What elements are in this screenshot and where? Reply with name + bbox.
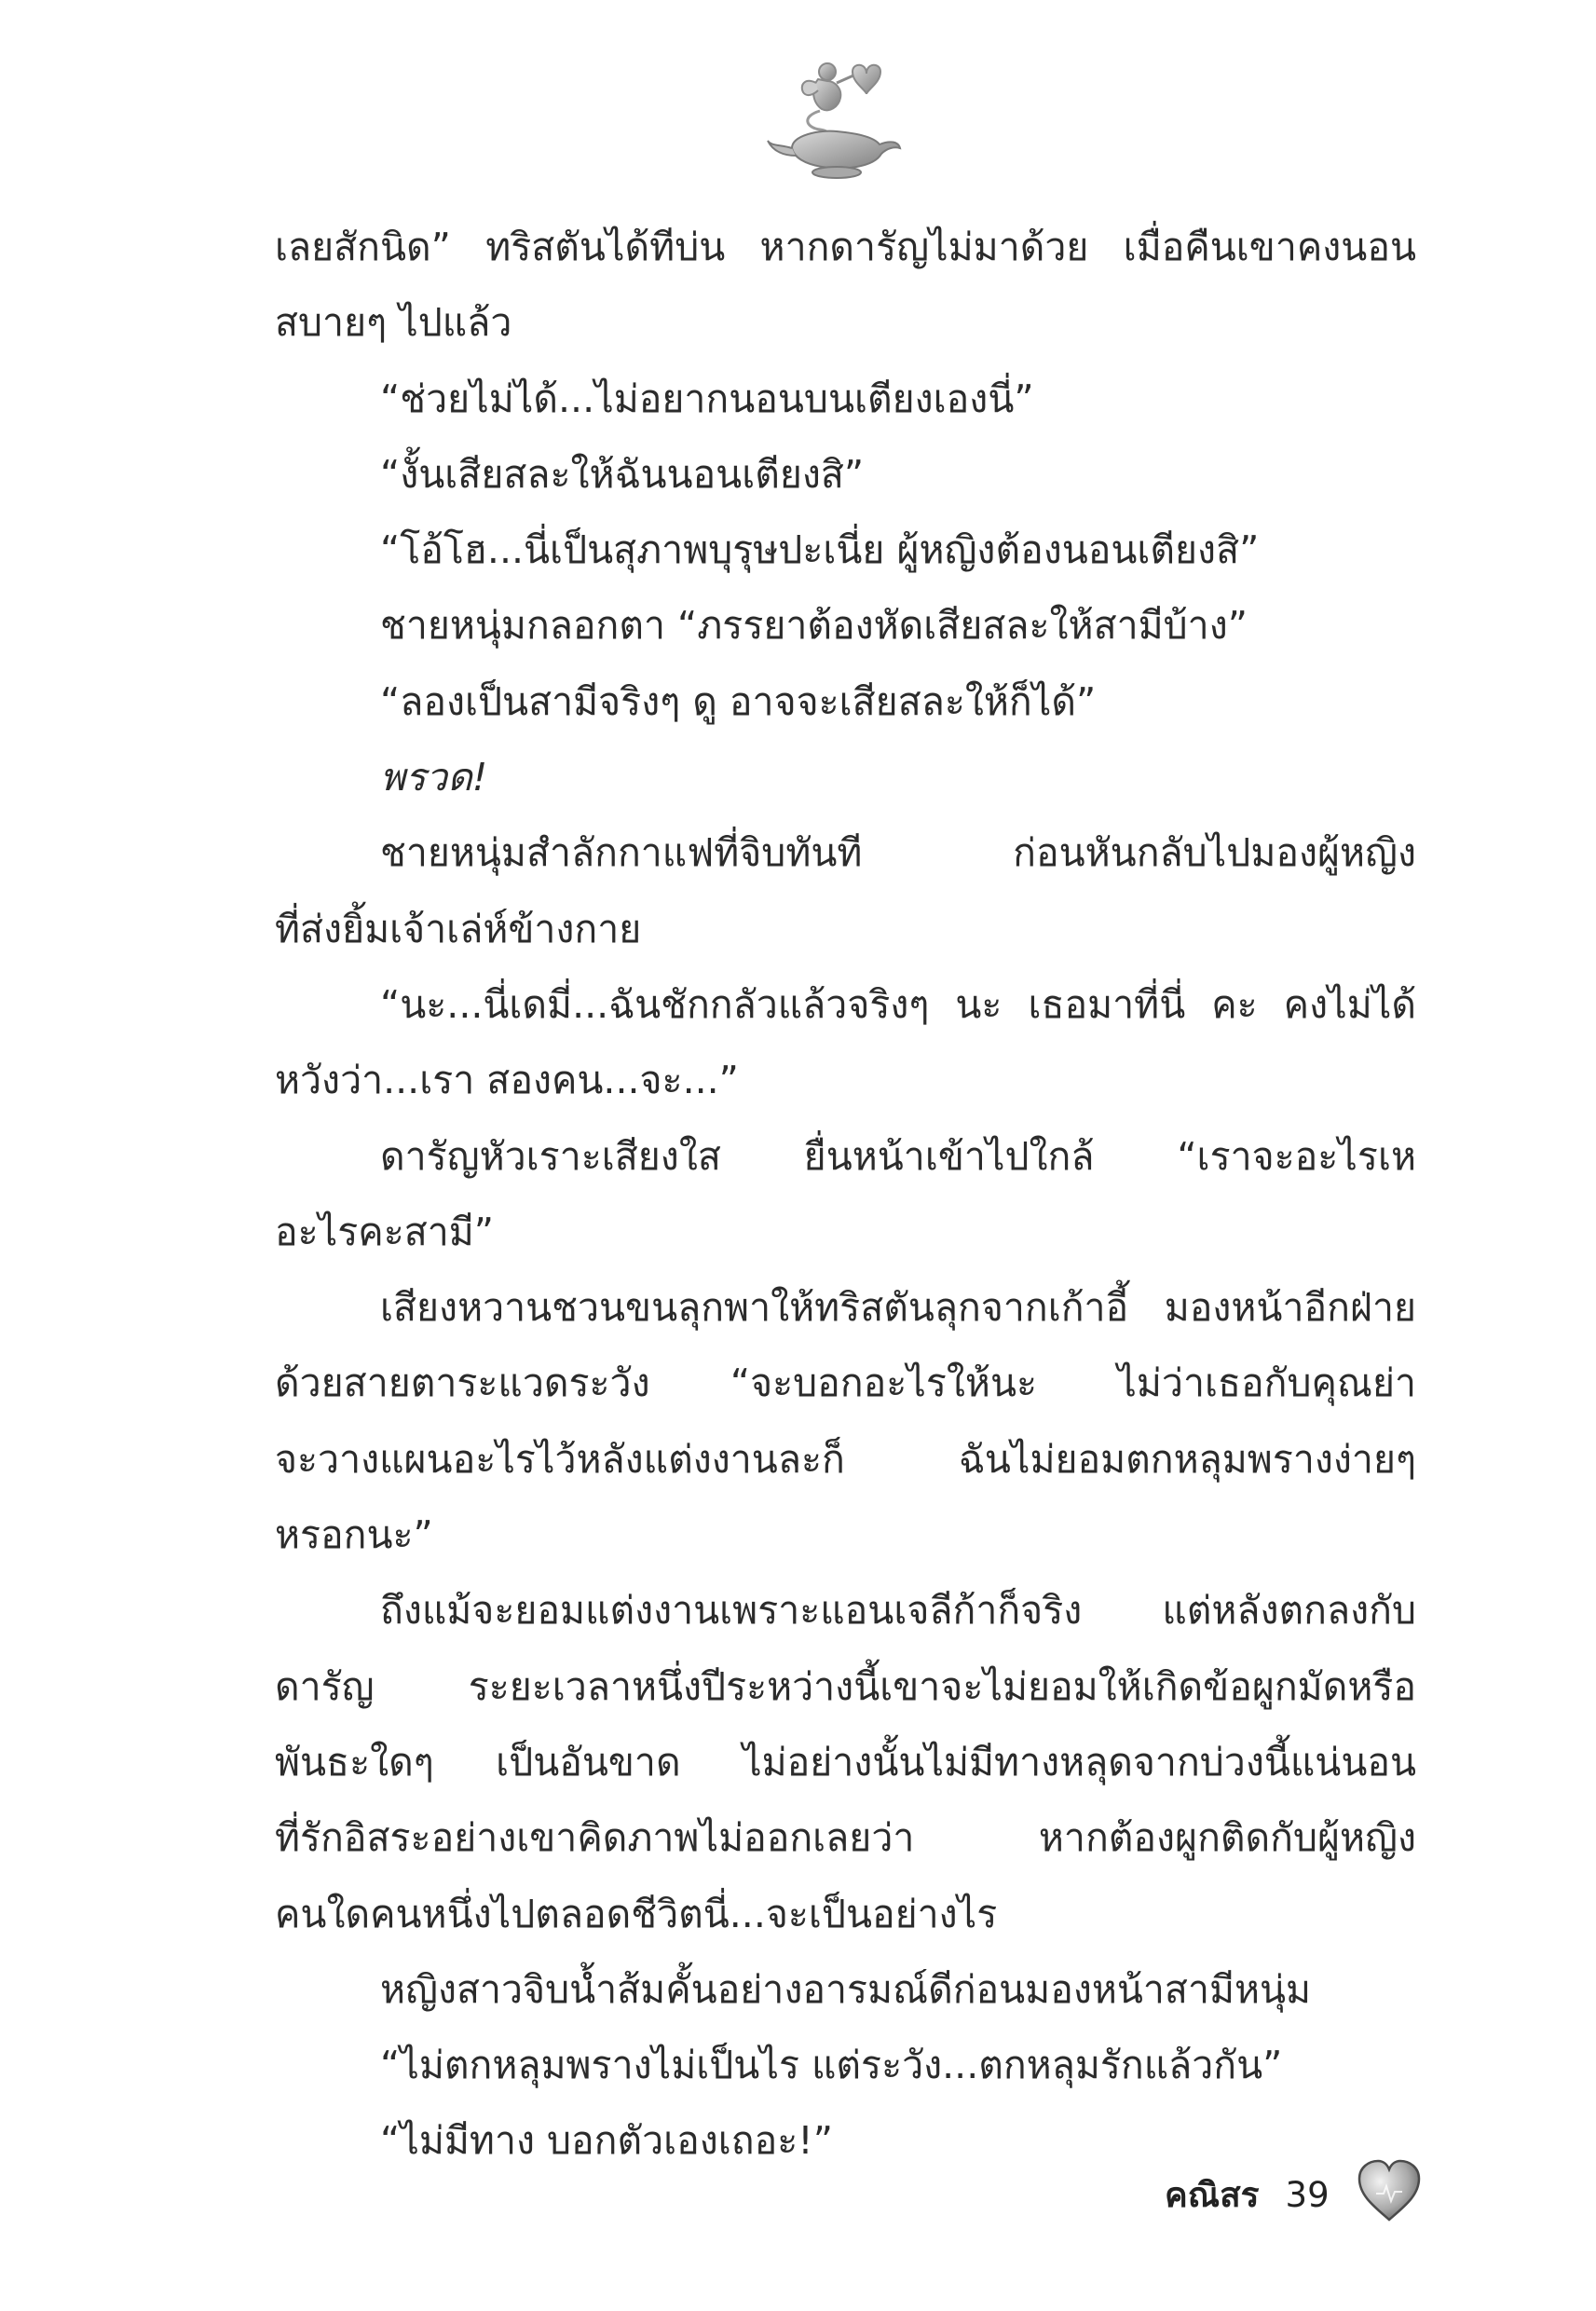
text-line: ที่ส่งยิ้มเจ้าเล่ห์ข้างกาย — [275, 906, 642, 951]
heart-icon — [1356, 2158, 1423, 2223]
text-line: คนใดคนหนึ่งไปตลอดชีวิตนี่...จะเป็นอย่างไร — [275, 1891, 998, 1936]
text-line: “ลองเป็นสามีจริงๆ ดู อาจจะเสียสละให้ก็ได้” — [380, 678, 1097, 724]
text-line: พรวด! — [380, 755, 488, 800]
text-line: “นะ...นี่เดมี่...ฉันชักกลัวแล้วจริงๆ นะ เธอมาที่นี่ คะ คงไม่ได้ — [380, 981, 1416, 1027]
text-line: “ช่วยไม่ได้...ไม่อยากนอนบนเตียงเองนี่” — [380, 376, 1034, 421]
text-line: “โอ้โฮ...นี่เป็นสุภาพบุรุษปะเนี่ย ผู้หญิงต้องนอนเตียงสิ” — [380, 527, 1260, 573]
text-line: สบายๆ ไปแล้ว — [275, 300, 512, 346]
text-line: “งั้นเสียสละให้ฉันนอนเตียงสิ” — [380, 451, 865, 497]
body-text — [275, 210, 1416, 2180]
genie-lamp-with-cupid-icon — [764, 51, 904, 182]
text-line: ถึงแม้จะยอมแต่งงานเพราะแอนเจลีก้าก็จริง แต่หลังตกลงกับ — [380, 1588, 1416, 1634]
text-line: ชายหนุ่มกลอกตา “ภรรยาต้องหัดเสียสละให้สามีบ้าง” — [380, 603, 1248, 649]
text-line: ดารัญหัวเราะเสียงใส ยื่นหน้าเข้าไปใกล้ “เราจะอะไรเห — [380, 1133, 1416, 1179]
text-line: หรอกนะ” — [275, 1512, 433, 1558]
text-line: หญิงสาวจิบน้ำส้มคั้นอย่างอารมณ์ดีก่อนมองหน้าสามีหนุ่ม — [380, 1966, 1312, 2012]
text-line: ดารัญ ระยะเวลาหนึ่งปีระหว่างนี้เขาจะไม่ยอมให้เกิดข้อผูกมัดหรือ — [275, 1663, 1416, 1709]
text-line: เลยสักนิด” ทริสตันได้ทีบ่น หากดารัญไม่มาด้วย เมื่อคืนเขาคงนอน — [275, 225, 1416, 269]
text-line: หวังว่า...เรา สองคน...จะ...” — [275, 1058, 739, 1103]
text-line: จะวางแผนอะไรไว้หลังแต่งงานละก็ ฉันไม่ยอมตกหลุมพรางง่ายๆ — [275, 1436, 1416, 1482]
page-number: 39 — [1285, 2174, 1330, 2215]
text-line: ด้วยสายตาระแวดระวัง “จะบอกอะไรให้นะ ไม่ว่าเธอกับคุณย่า — [275, 1361, 1416, 1406]
page-footer — [1165, 2167, 1330, 2222]
text-line: “ไม่ตกหลุมพรางไม่เป็นไร แต่ระวัง...ตกหลุมรักแล้วกัน” — [380, 2043, 1283, 2088]
text-line: พันธะใดๆ เป็นอันขาด ไม่อย่างนั้นไม่มีทางหลุดจากบ่วงนี้แน่นอน — [275, 1739, 1416, 1785]
text-line: ชายหนุ่มสำลักกาแฟที่จิบทันที ก่อนหันกลับไปมองผู้หญิง — [380, 830, 1416, 876]
text-line: อะไรคะสามี” — [275, 1209, 495, 1254]
text-line: ที่รักอิสระอย่างเขาคิดภาพไม่ออกเลยว่า หากต้องผูกติดกับผู้หญิง — [275, 1815, 1416, 1861]
footer-author: คณิสร — [1165, 2174, 1260, 2215]
text-line: “ไม่มีทาง บอกตัวเองเถอะ!” — [380, 2118, 833, 2164]
text-line: เสียงหวานชวนขนลุกพาให้ทริสตันลุกจากเก้าอี้ มองหน้าอีกฝ่าย — [380, 1285, 1416, 1331]
